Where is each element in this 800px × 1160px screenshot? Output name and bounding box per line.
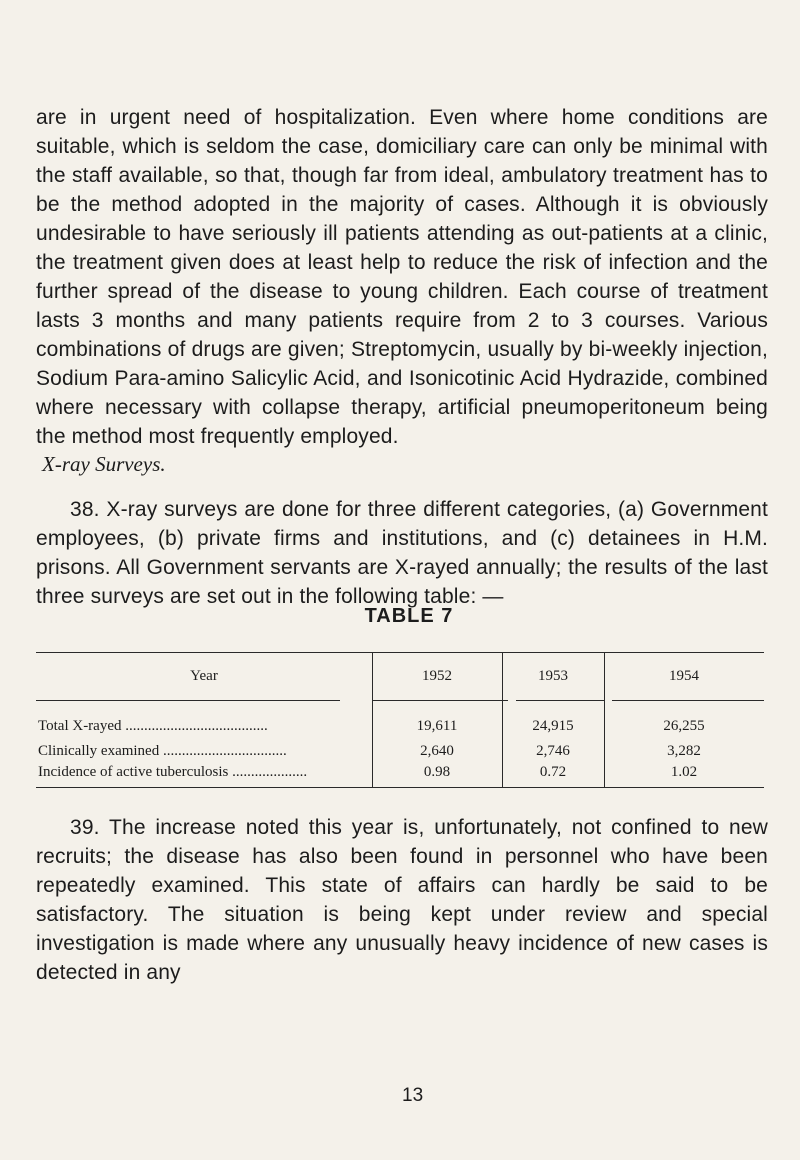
- cell-incidence-1954: 1.02: [670, 764, 698, 780]
- table-bottom-rule: [36, 787, 764, 788]
- header-rule-year: [36, 700, 340, 701]
- header-year: Year: [190, 668, 218, 684]
- cell-total-1954: 26,255: [663, 718, 705, 734]
- paragraph-38: [36, 495, 768, 611]
- cell-clinical-1953: 2,746: [536, 743, 570, 759]
- intro-paragraph: are in urgent need of hospitalization. Even where home conditions are suitable, which is seldom the case, domiciliary care can only be minimal with the staff available, so that, though far from ideal, ambulatory treatment has to be the method adopted in the majority of cases. Although it is obviously undesirable to have seriously ill patients attending as out-patients at a clinic, the treatment given does at least help to reduce the risk of infection and the further spread of the disease to young children. Each course of treatment lasts 3 months and many patients require from 2 to 3 courses. Various combinations of drugs are given; Streptomycin, usually by bi-weekly injection, Sodium Para-amino Salicylic Acid, and Isonicotinic Acid Hydrazide, combined where necessary with collapse therapy, artificial pneumoperitoneum being the method most frequently employed.: [36, 106, 768, 448]
- row-label-clinically-examined: Clinically examined .................................: [38, 743, 287, 759]
- cell-total-1953: 24,915: [532, 718, 574, 734]
- header-rule-1954: [612, 700, 764, 701]
- header-1952: 1952: [422, 668, 452, 684]
- cell-incidence-1953: 0.72: [539, 764, 567, 780]
- row-label-total-x-rayed: Total X-rayed ......................................: [38, 718, 268, 734]
- paragraph-39-text: 39. The increase noted this year is, unfortunately, not confined to new recruits; the disease has also been found in personnel who have been repeatedly examined. This state of affairs can hardly be said to be satisfactory. The situation is being kept under review and special investigation is made where any unusually heavy incidence of new cases is detected in any: [36, 816, 768, 984]
- table-top-rule: [36, 652, 764, 653]
- cell-clinical-1952: 2,640: [420, 743, 454, 759]
- header-1954: 1954: [669, 668, 699, 684]
- page-number: 13: [402, 1085, 424, 1106]
- cell-clinical-1954: 3,282: [667, 743, 701, 759]
- table-title: TABLE 7: [364, 605, 454, 627]
- header-rule-1953: [516, 700, 604, 701]
- header-rule-1952: [372, 700, 508, 701]
- paragraph-39: [36, 813, 768, 987]
- section-heading: X-ray Surveys.: [42, 452, 166, 476]
- cell-incidence-1952: 0.98: [423, 764, 451, 780]
- data-table: [36, 652, 764, 788]
- cell-total-1952: 19,611: [416, 718, 458, 734]
- header-1953: 1953: [538, 668, 568, 684]
- paragraph-38-text: 38. X-ray surveys are done for three different categories, (a) Government employees, (b) private firms and institutions, and (c) detainees in H.M. prisons. All Government servants are X-rayed annually; the results of the last three surveys are set out in the following table: —: [36, 498, 768, 608]
- row-label-incidence: Incidence of active tuberculosis ....................: [38, 764, 308, 780]
